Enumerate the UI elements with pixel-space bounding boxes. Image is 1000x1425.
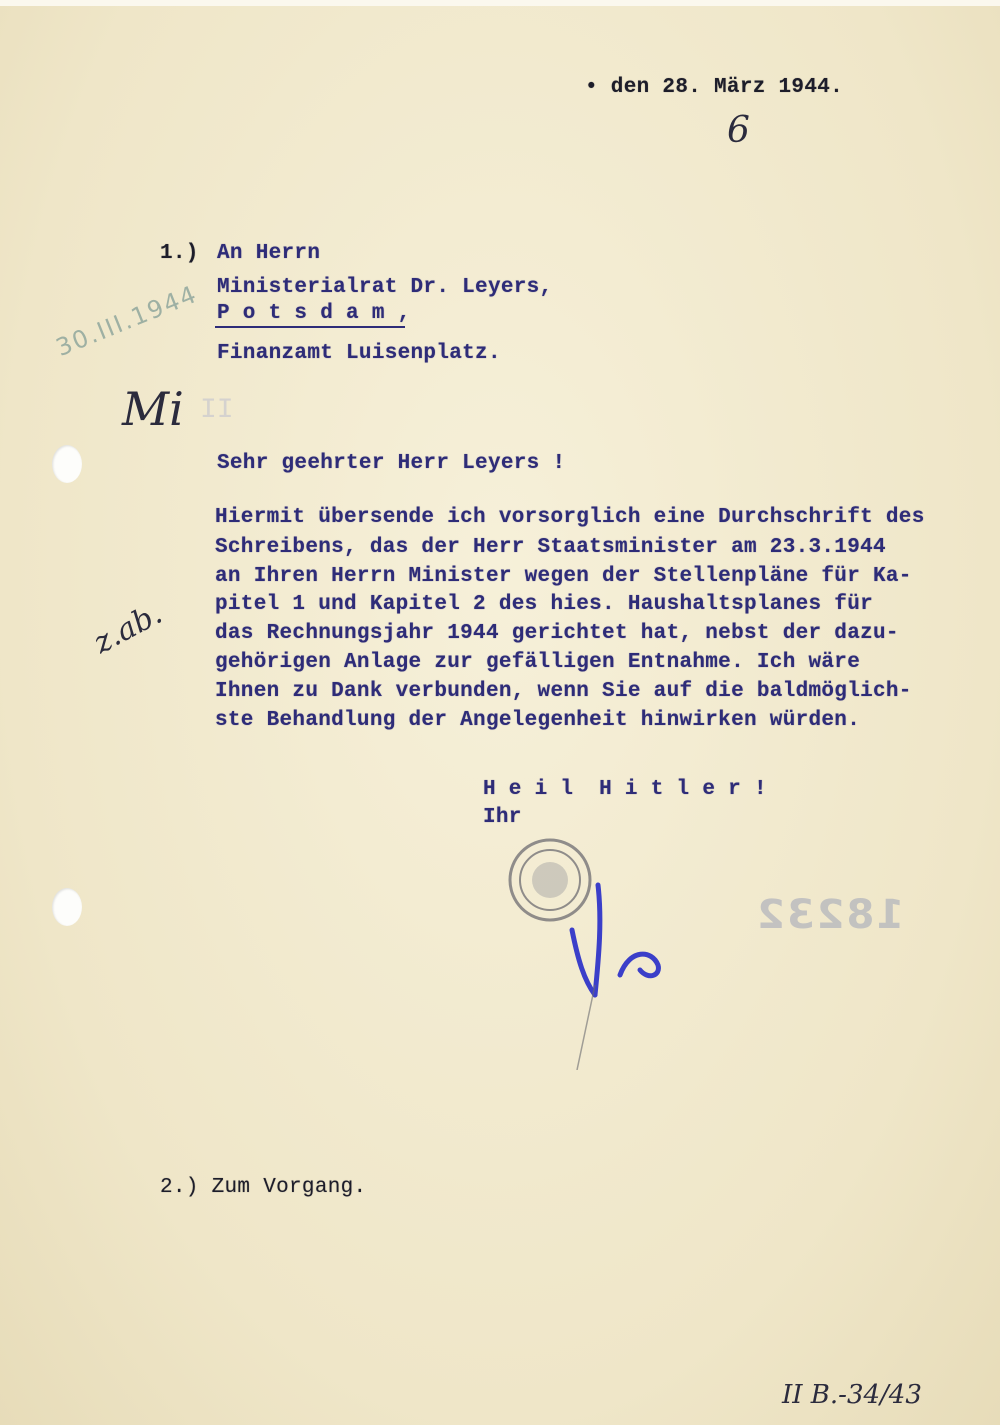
- body-line-3: an Ihren Herrn Minister wegen der Stellenpläne für Ka-: [215, 565, 912, 588]
- body-line-6: gehörigen Anlage zur gefälligen Entnahme. Ich wäre: [215, 651, 861, 674]
- recipient-line2: Ministerialrat Dr. Leyers,: [217, 276, 553, 299]
- salutation: Sehr geehrter Herr Leyers !: [217, 452, 566, 475]
- body-line-8: ste Behandlung der Angelegenheit hinwirken würden.: [215, 709, 861, 732]
- body-line-7: Ihnen zu Dank verbunden, wenn Sie auf die baldmöglich-: [215, 680, 912, 703]
- paper-top-edge: [0, 0, 1000, 6]
- punch-hole-bottom: [52, 888, 82, 926]
- handwritten-page-number: 6: [727, 110, 750, 151]
- body-line-2: Schreibens, das der Herr Staatsminister am 23.3.1944: [215, 536, 886, 559]
- handwritten-initials: Mi: [122, 382, 184, 436]
- city-underline: [215, 326, 405, 328]
- body-line-1: Hiermit übersende ich vorsorglich eine Durchschrift des: [215, 506, 925, 529]
- recipient-line1: An Herrn: [217, 242, 321, 265]
- round-seal: [510, 840, 590, 920]
- handwritten-note: z.ab.: [88, 596, 168, 661]
- closing-greeting: H e i l H i t l e r !: [483, 778, 767, 801]
- item2: 2.) Zum Vorgang.: [160, 1176, 367, 1199]
- mirrored-number: 18232: [755, 892, 905, 938]
- body-line-5: das Rechnungsjahr 1944 gerichtet hat, nebst der dazu-: [215, 622, 899, 645]
- closing-ihr: Ihr: [483, 806, 522, 829]
- date-line: • den 28. März 1944.: [585, 76, 844, 99]
- file-reference: II B.-34/43: [782, 1380, 922, 1410]
- received-date-stamp: 30.III.1944: [52, 279, 202, 362]
- recipient-line3: P o t s d a m ,: [217, 302, 411, 325]
- seal-and-signature: [480, 830, 700, 1070]
- item1-marker: 1.): [160, 242, 199, 265]
- body-line-4: pitel 1 und Kapitel 2 des hies. Haushaltsplanes für: [215, 593, 874, 616]
- recipient-line4: Finanzamt Luisenplatz.: [217, 342, 501, 365]
- punch-hole-top: [52, 445, 82, 483]
- pencil-stroke: [577, 985, 595, 1070]
- faint-mark: II: [200, 395, 234, 426]
